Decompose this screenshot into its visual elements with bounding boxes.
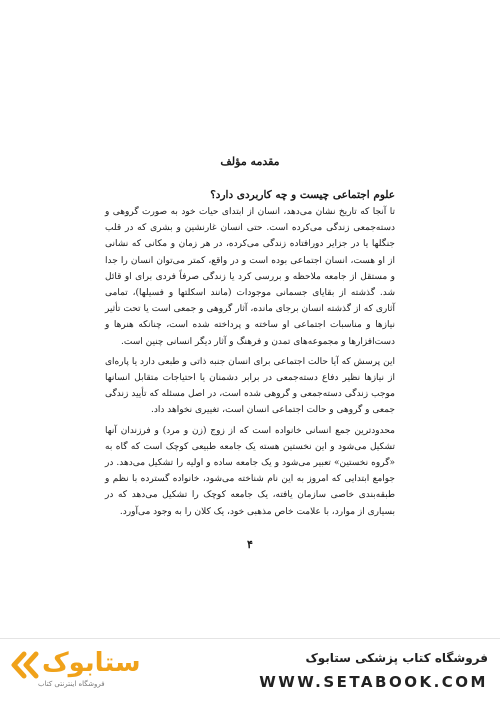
page-heading: مقدمه مؤلف (220, 155, 280, 168)
paragraph-1: تا آنجا که تاریخ نشان می‌دهد، انسان از ابتدای حیات خود به صورت گروهی و دسته‌جمعی زندگی می‌کرده است. حتی انسان غارنشین و بشری که در قلب جنگلها یا در جزایر دورافتاده زندگی می‌کرده، در هر زمان و مکانی که نشانی از او هست، انسان اجتماعی بوده است و در واقع، کمتر می‌توان انسان را جدا و مستقل از جامعه ملاحظه و بررسی کرد یا زندگی صرفاً فردی برای او قائل شد. گذشته از بقایای جسمانی موجودات (مانند اسکلتها و فسیلها)، تمامی آثاری که از گذشته انسان برجای مانده، آثار گروهی و جمعی است یا تحت تأثیر نیازها و مناسبات اجتماعی او ساخته و پرداخته شده است، چنانکه هنرها و دست‌افزارها و مجموعه‌های تمدن و فرهنگ و آثار دیگر انسانی چنین است. (105, 207, 395, 347)
paragraph-2: این پرسش که آیا حالت اجتماعی برای انسان جنبه ذاتی و طبعی دارد یا پاره‌ای از نیازها نظیر دفاع دسته‌جمعی در برابر دشمنان یا احتیاجات متقابل انسانها موجب زندگی دسته‌جمعی و گروهی شده است، در اصل مسئله که تأیید زندگی جمعی و گروهی و حالت اجتماعی انسان است، تغییری نخواهد داد. (105, 356, 395, 416)
body-text (105, 186, 395, 520)
logo-wordmark: ستابوک (42, 648, 141, 678)
double-chevron-left-icon (10, 651, 40, 679)
footer-banner (0, 638, 500, 701)
setabook-logo[interactable] (10, 647, 141, 695)
section-title: علوم اجتماعی چیست و چه کاربردی دارد؟ (210, 189, 395, 201)
store-name: فروشگاه کتاب پزشکی ستابوک (305, 651, 488, 665)
paragraph-3: محدودترین جمع انسانی خانواده است که از زوج (زن و مرد) و فرزندان آنها تشکیل می‌شود و این نخستین هسته یک جامعه طبیعی کوچک است که گاه به «گروه نخستین» تعبیر می‌شود و یک جامعه ساده و اولیه را تشکیل می‌دهد. در جوامع ابتدایی که امروز به این نام شناخته می‌شود، خانواده گسترده با نظم و طبقه‌بندی خاصی سازمان یافته، یک جامعه کوچک را تشکیل می‌دهد که در بسیاری از موارد، با علامت خاص مذهبی خود، یک کلان را به وجود می‌آورد. (105, 425, 395, 517)
page-number: ۴ (247, 538, 253, 551)
logo-subtitle: فروشگاه اینترنتی کتاب (38, 680, 105, 688)
store-url-link[interactable]: WWW.SETABOOK.COM (259, 673, 488, 691)
